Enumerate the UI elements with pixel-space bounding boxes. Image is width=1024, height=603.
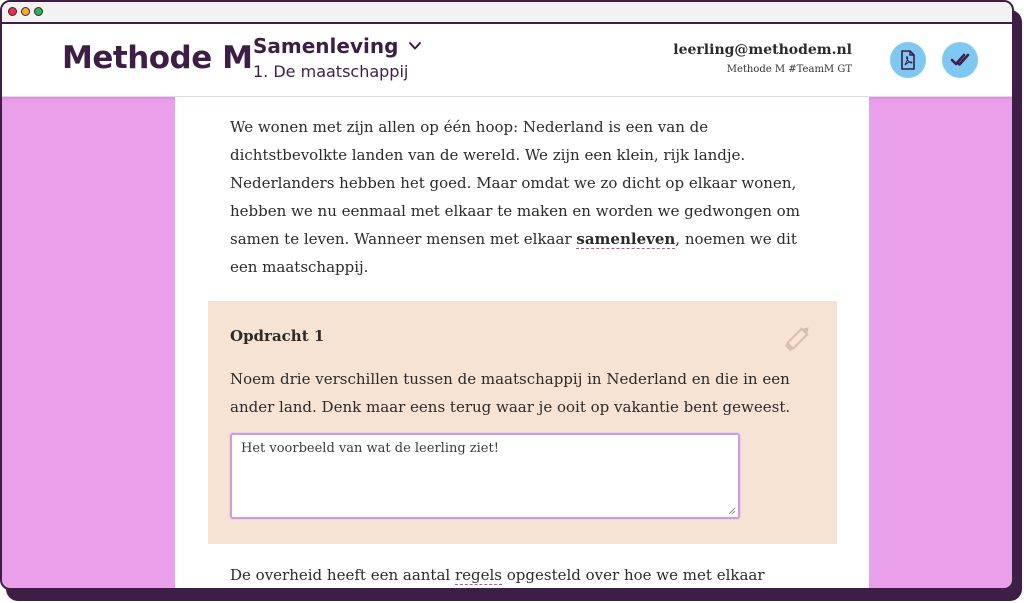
assignment-title: Opdracht 1 bbox=[230, 327, 325, 345]
app-header bbox=[2, 24, 1012, 97]
double-check-icon bbox=[949, 51, 971, 69]
pdf-button[interactable] bbox=[890, 42, 926, 78]
pencil-icon[interactable] bbox=[781, 321, 815, 355]
assignment-card bbox=[208, 301, 837, 544]
assignment-text: Noem drie verschillen tussen de maatschappij in Nederland en die in een ander land. Denk maar eens terug waar je ooit op vakantie bent geweest. bbox=[230, 370, 791, 416]
minimize-window-button[interactable] bbox=[21, 7, 30, 16]
intro-paragraph bbox=[230, 113, 800, 281]
outro-paragraph bbox=[230, 561, 800, 589]
resize-handle-icon[interactable] bbox=[728, 507, 736, 515]
subject-selector[interactable] bbox=[253, 34, 422, 58]
logo[interactable]: Methode M bbox=[62, 40, 253, 76]
intro-text: We wonen met zijn allen op één hoop: Nederland is een van de dichtstbevolkte landen van de wereld. We zijn een klein, rijk landje. Nederlanders hebben het goed. Maar omdat we zo dicht op elkaar wonen, hebben we nu eenmaal met elkaar te maken en worden we gedwongen om samen te leven. Wanneer mensen met elkaar bbox=[230, 118, 800, 248]
chevron-down-icon bbox=[408, 39, 422, 53]
intro-text-end: , noemen we dit een maatschappij. bbox=[230, 230, 797, 276]
lesson-content bbox=[175, 97, 869, 590]
pdf-icon bbox=[899, 50, 917, 70]
outro-text-end: opgesteld over hoe we met elkaar bbox=[502, 566, 765, 584]
check-button[interactable] bbox=[942, 42, 978, 78]
title-bar bbox=[2, 2, 1012, 24]
outro-text: De overheid heeft een aantal bbox=[230, 566, 455, 584]
glossary-term-samenleven[interactable]: samenleven bbox=[576, 230, 676, 248]
user-subtitle: Methode M #TeamM GT bbox=[726, 64, 852, 75]
close-window-button[interactable] bbox=[8, 7, 17, 16]
answer-textarea[interactable] bbox=[230, 433, 740, 519]
subject-label: Samenleving bbox=[253, 34, 399, 58]
maximize-window-button[interactable] bbox=[34, 7, 43, 16]
answer-value: Het voorbeeld van wat de leerling ziet! bbox=[241, 441, 499, 456]
user-email: leerling@methodem.nl bbox=[673, 42, 852, 58]
chapter-title: 1. De maatschappij bbox=[253, 62, 409, 81]
glossary-term-regels[interactable]: regels bbox=[454, 566, 502, 584]
